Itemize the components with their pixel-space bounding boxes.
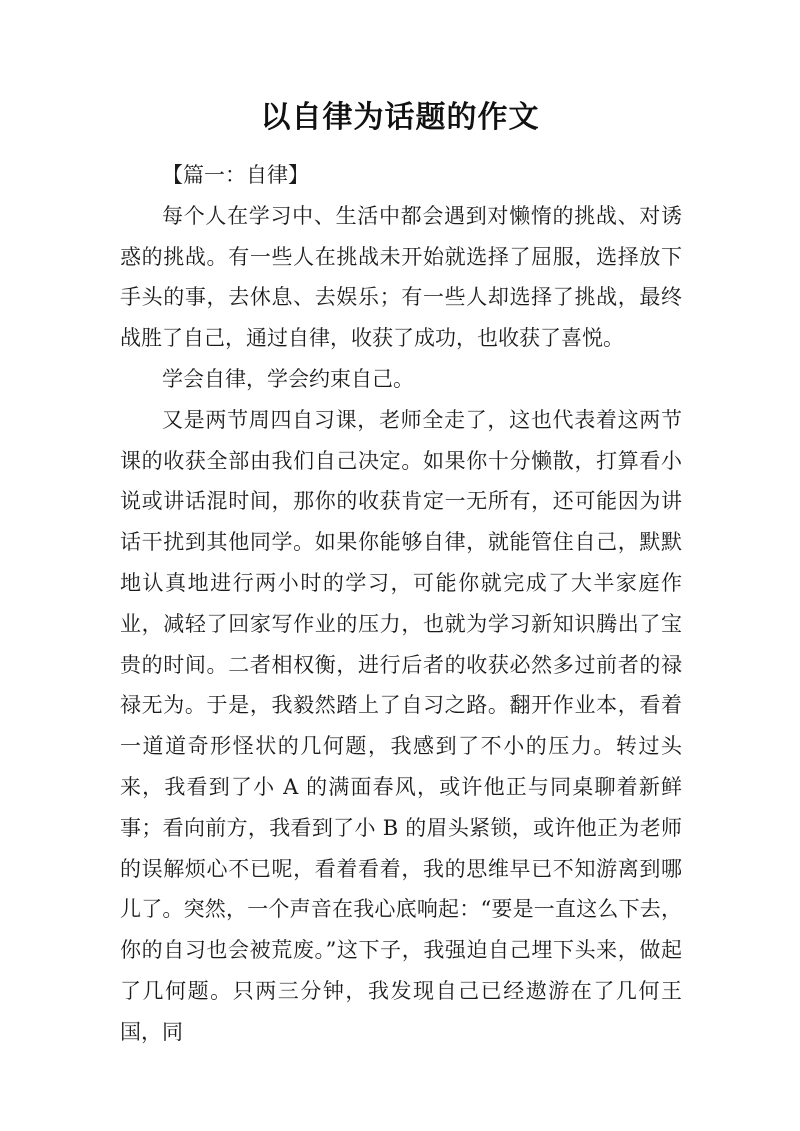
section-heading: 【篇一：自律】 — [162, 163, 309, 187]
paragraph: 又是两节周四自习课，老师全走了，这也代表着这两节课的收获全部由我们自己决定。如果你十分懒散，打算看小说或讲话混时间，那你的收获肯定一无所有，还可能因为讲话干扰到其他同学。如果你能够自律，就能管住自己，默默地认真地进行两小时的学习，可能你就完成了大半家庭作业，减轻了回家写作业的压力，也就为学习新知识腾出了宝贵的时间。二者相权衡，进行后者的收获必然多过前者的禄禄无为。于是，我毅然踏上了自习之路。翻开作业本，看着一道道奇形怪状的几何题，我感到了不小的压力。转过头来，我看到了小 A 的满面春风，或许他正与同桌聊着新鲜事；看向前方，我看到了小 B 的眉头紧锁，或许他正为老师的误解烦心不已呢，看着看着，我的思维早已不知游离到哪儿了。突然，一个声音在我心底响起：“要是一直这么下去，你的自习也会被荒废。”这下子，我强迫自己埋下头来，做起了几何题。只两三分钟，我发现自己已经遨游在了几何王国，同 — [120, 407, 682, 1044]
document-title: 以自律为话题的作文 — [260, 100, 540, 135]
paragraph: 每个人在学习中、生活中都会遇到对懒惰的挑战、对诱惑的挑战。有一些人在挑战未开始就选择了屈服，选择放下手头的事，去休息、去娱乐；有一些人却选择了挑战，最终战胜了自己，通过自律，收获了成功，也收获了喜悦。 — [120, 203, 682, 351]
paragraph: 学会自律，学会约束自己。 — [162, 366, 414, 391]
document-body — [120, 155, 682, 1053]
